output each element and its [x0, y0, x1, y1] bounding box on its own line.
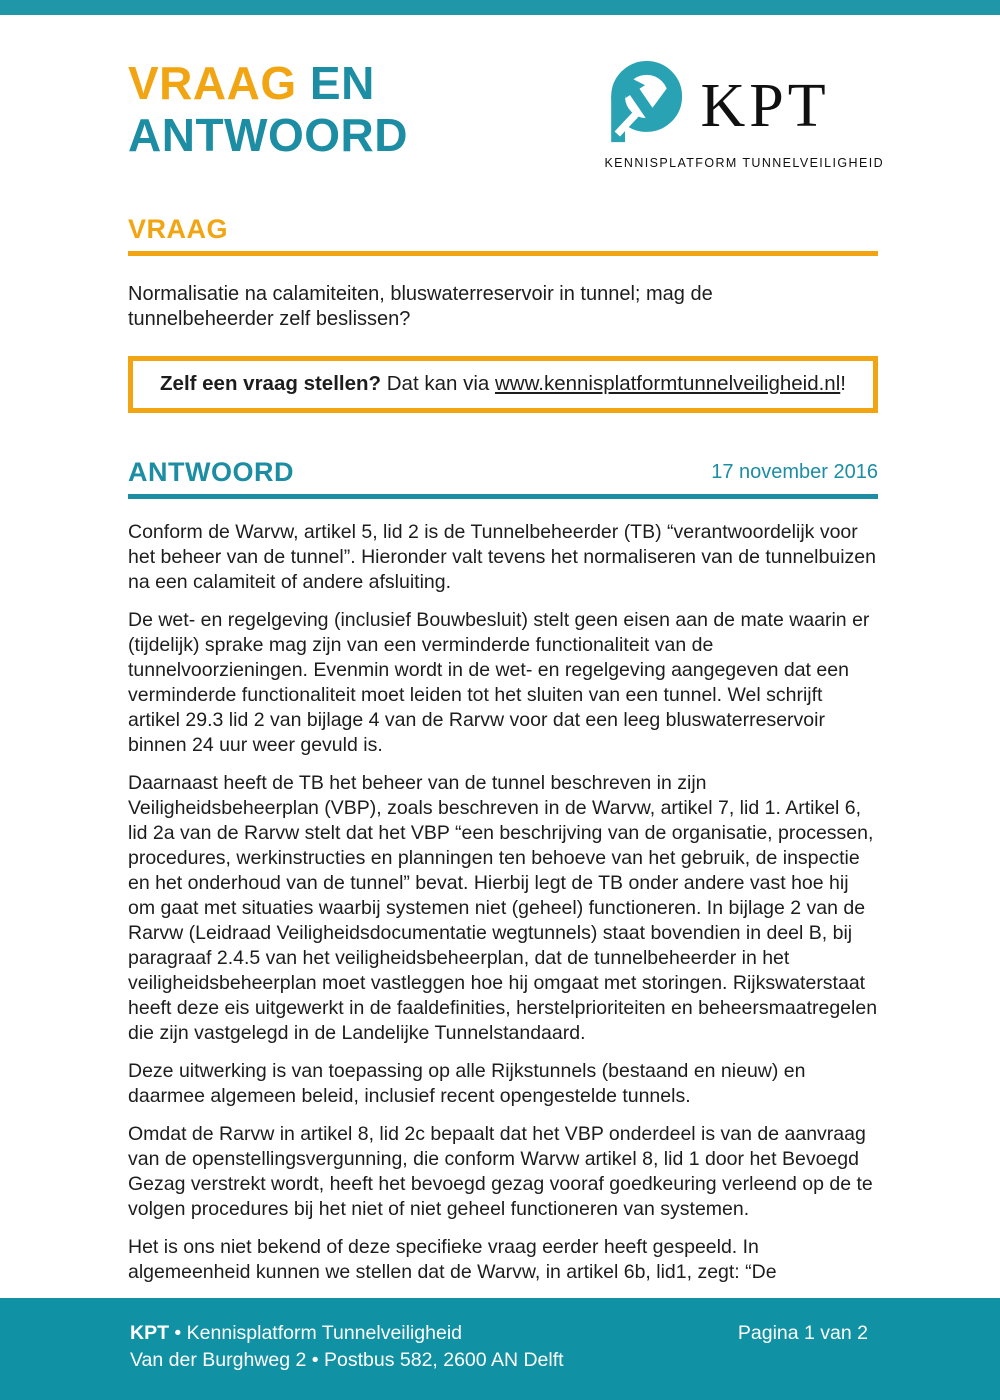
answer-heading-rule [128, 494, 878, 499]
answer-section [128, 457, 878, 1285]
answer-paragraph: Het is ons niet bekend of deze specifieke vraag eerder heeft gespeeld. In algemeenheid kunnen we stellen dat de Warvw, in artikel 6b, lid1, zegt: “De [128, 1236, 777, 1283]
footer-org-abbrev: KPT [130, 1322, 169, 1344]
answer-body [128, 520, 878, 1285]
answer-heading-row [128, 457, 878, 488]
answer-paragraph: De wet- en regelgeving (inclusief Bouwbesluit) stelt geen eisen aan de mate waarin er (tijdelijk) sprake mag zijn van een verminderde functionaliteit van de tunnelvoorzieningen. Evenmin wordt in de wet- en regelgeving aangegeven dat een verminderde functionaliteit moet leiden tot het sluiten van een tunnel. Wel schrijft artikel 29.3 lid 2 van bijlage 4 van de Rarvw voor dat een leeg bluswaterreservoir binnen 24 uur weer gevuld is. [128, 609, 870, 756]
kennisplatform-link[interactable]: www.kennisplatformtunnelveiligheid.nl [495, 372, 841, 395]
page-title [128, 57, 408, 162]
answer-date: 17 november 2016 [711, 461, 878, 483]
page-footer [0, 1298, 1000, 1400]
footer-address: Van der Burghweg 2 • Postbus 582, 2600 AN Delft [130, 1349, 564, 1371]
kpt-logo [604, 59, 884, 170]
page-title-line2: ANTWOORD [128, 109, 408, 162]
footer-org-line [130, 1320, 564, 1347]
top-accent-bar [0, 0, 1000, 15]
footer-org-block [130, 1320, 564, 1374]
page-content [0, 15, 1000, 1298]
title-word-en: EN [296, 57, 375, 109]
answer-heading: ANTWOORD [128, 457, 294, 487]
ask-box-text-after: ! [840, 372, 846, 395]
kpt-arrow-circle-icon [604, 59, 686, 152]
answer-paragraph: Conform de Warvw, artikel 5, lid 2 is de Tunnelbeheerder (TB) “verantwoordelijk voor het beheer van de tunnel”. Hieronder valt tevens het normaliseren van de tunnelbuizen na een calamiteit of andere afsluiting. [128, 521, 876, 593]
kpt-logo-row [604, 59, 884, 152]
answer-paragraph: Daarnaast heeft de TB het beheer van de tunnel beschreven in zijn Veiligheidsbeheerplan (VBP), zoals beschreven in de Warvw, artikel 7, lid 1. Artikel 6, lid 2a van de Rarvw stelt dat het VBP “een beschrijving van de organisatie, processen, procedures, werkinstructies en planningen ten behoeve van het gebruik, de inspectie en het onderhoud van de tunnel” bevat. Hierbij legt de TB onder andere vast hoe hij om gaat met situaties waarbij systemen niet (geheel) functioneren. In bijlage 2 van de Rarvw (Leidraad Veiligheidsdocumentatie wegtunnels) staat bovendien in deel B, bij paragraaf 2.4.5 van het veiligheidsbeheerplan, dat de tunnelbeheerder in het veiligheidsbeheerplan moet vastleggen hoe hij omgaat met storingen. Rijkswaterstaat heeft deze eis uitgewerkt in de faaldefinities, herstelprioriteiten en beheersmaatregelen die zijn vastgelegd in de Landelijke Tunnelstandaard. [128, 772, 878, 1044]
ask-question-box [128, 356, 878, 413]
answer-paragraph: Deze uitwerking is van toepassing op alle Rijkstunnels (bestaand en nieuw) en daarmee algemeen beleid, inclusief recent opengestelde tunnels. [128, 1060, 806, 1107]
question-heading-rule [128, 251, 878, 256]
footer-page-indicator: Pagina 1 van 2 [737, 1322, 868, 1344]
question-section [128, 214, 878, 413]
footer-org-name: • Kennisplatform Tunnelveiligheid [169, 1322, 462, 1344]
question-text: Normalisatie na calamiteiten, bluswaterreservoir in tunnel; mag de tunnelbeheerder zelf beslissen? [128, 283, 713, 330]
ask-box-bold-text: Zelf een vraag stellen? [160, 372, 382, 395]
ask-box-text: Dat kan via [381, 372, 495, 395]
kpt-logo-text: KPT [700, 71, 830, 140]
question-heading: VRAAG [128, 214, 229, 244]
kpt-logo-tagline: KENNISPLATFORM TUNNELVEILIGHEID [604, 156, 884, 170]
document-header [128, 57, 884, 170]
title-word-vraag: VRAAG [128, 57, 297, 109]
answer-paragraph: Omdat de Rarvw in artikel 8, lid 2c bepaalt dat het VBP onderdeel is van de aanvraag van de openstellingsvergunning, die conform Warvw artikel 8, lid 1 door het Bevoegd Gezag verstrekt wordt, heeft het bevoegd gezag vooraf goedkeuring verleend op de te volgen procedures bij het niet of niet geheel functioneren van systemen. [128, 1123, 873, 1220]
page-title-line1 [128, 57, 408, 109]
